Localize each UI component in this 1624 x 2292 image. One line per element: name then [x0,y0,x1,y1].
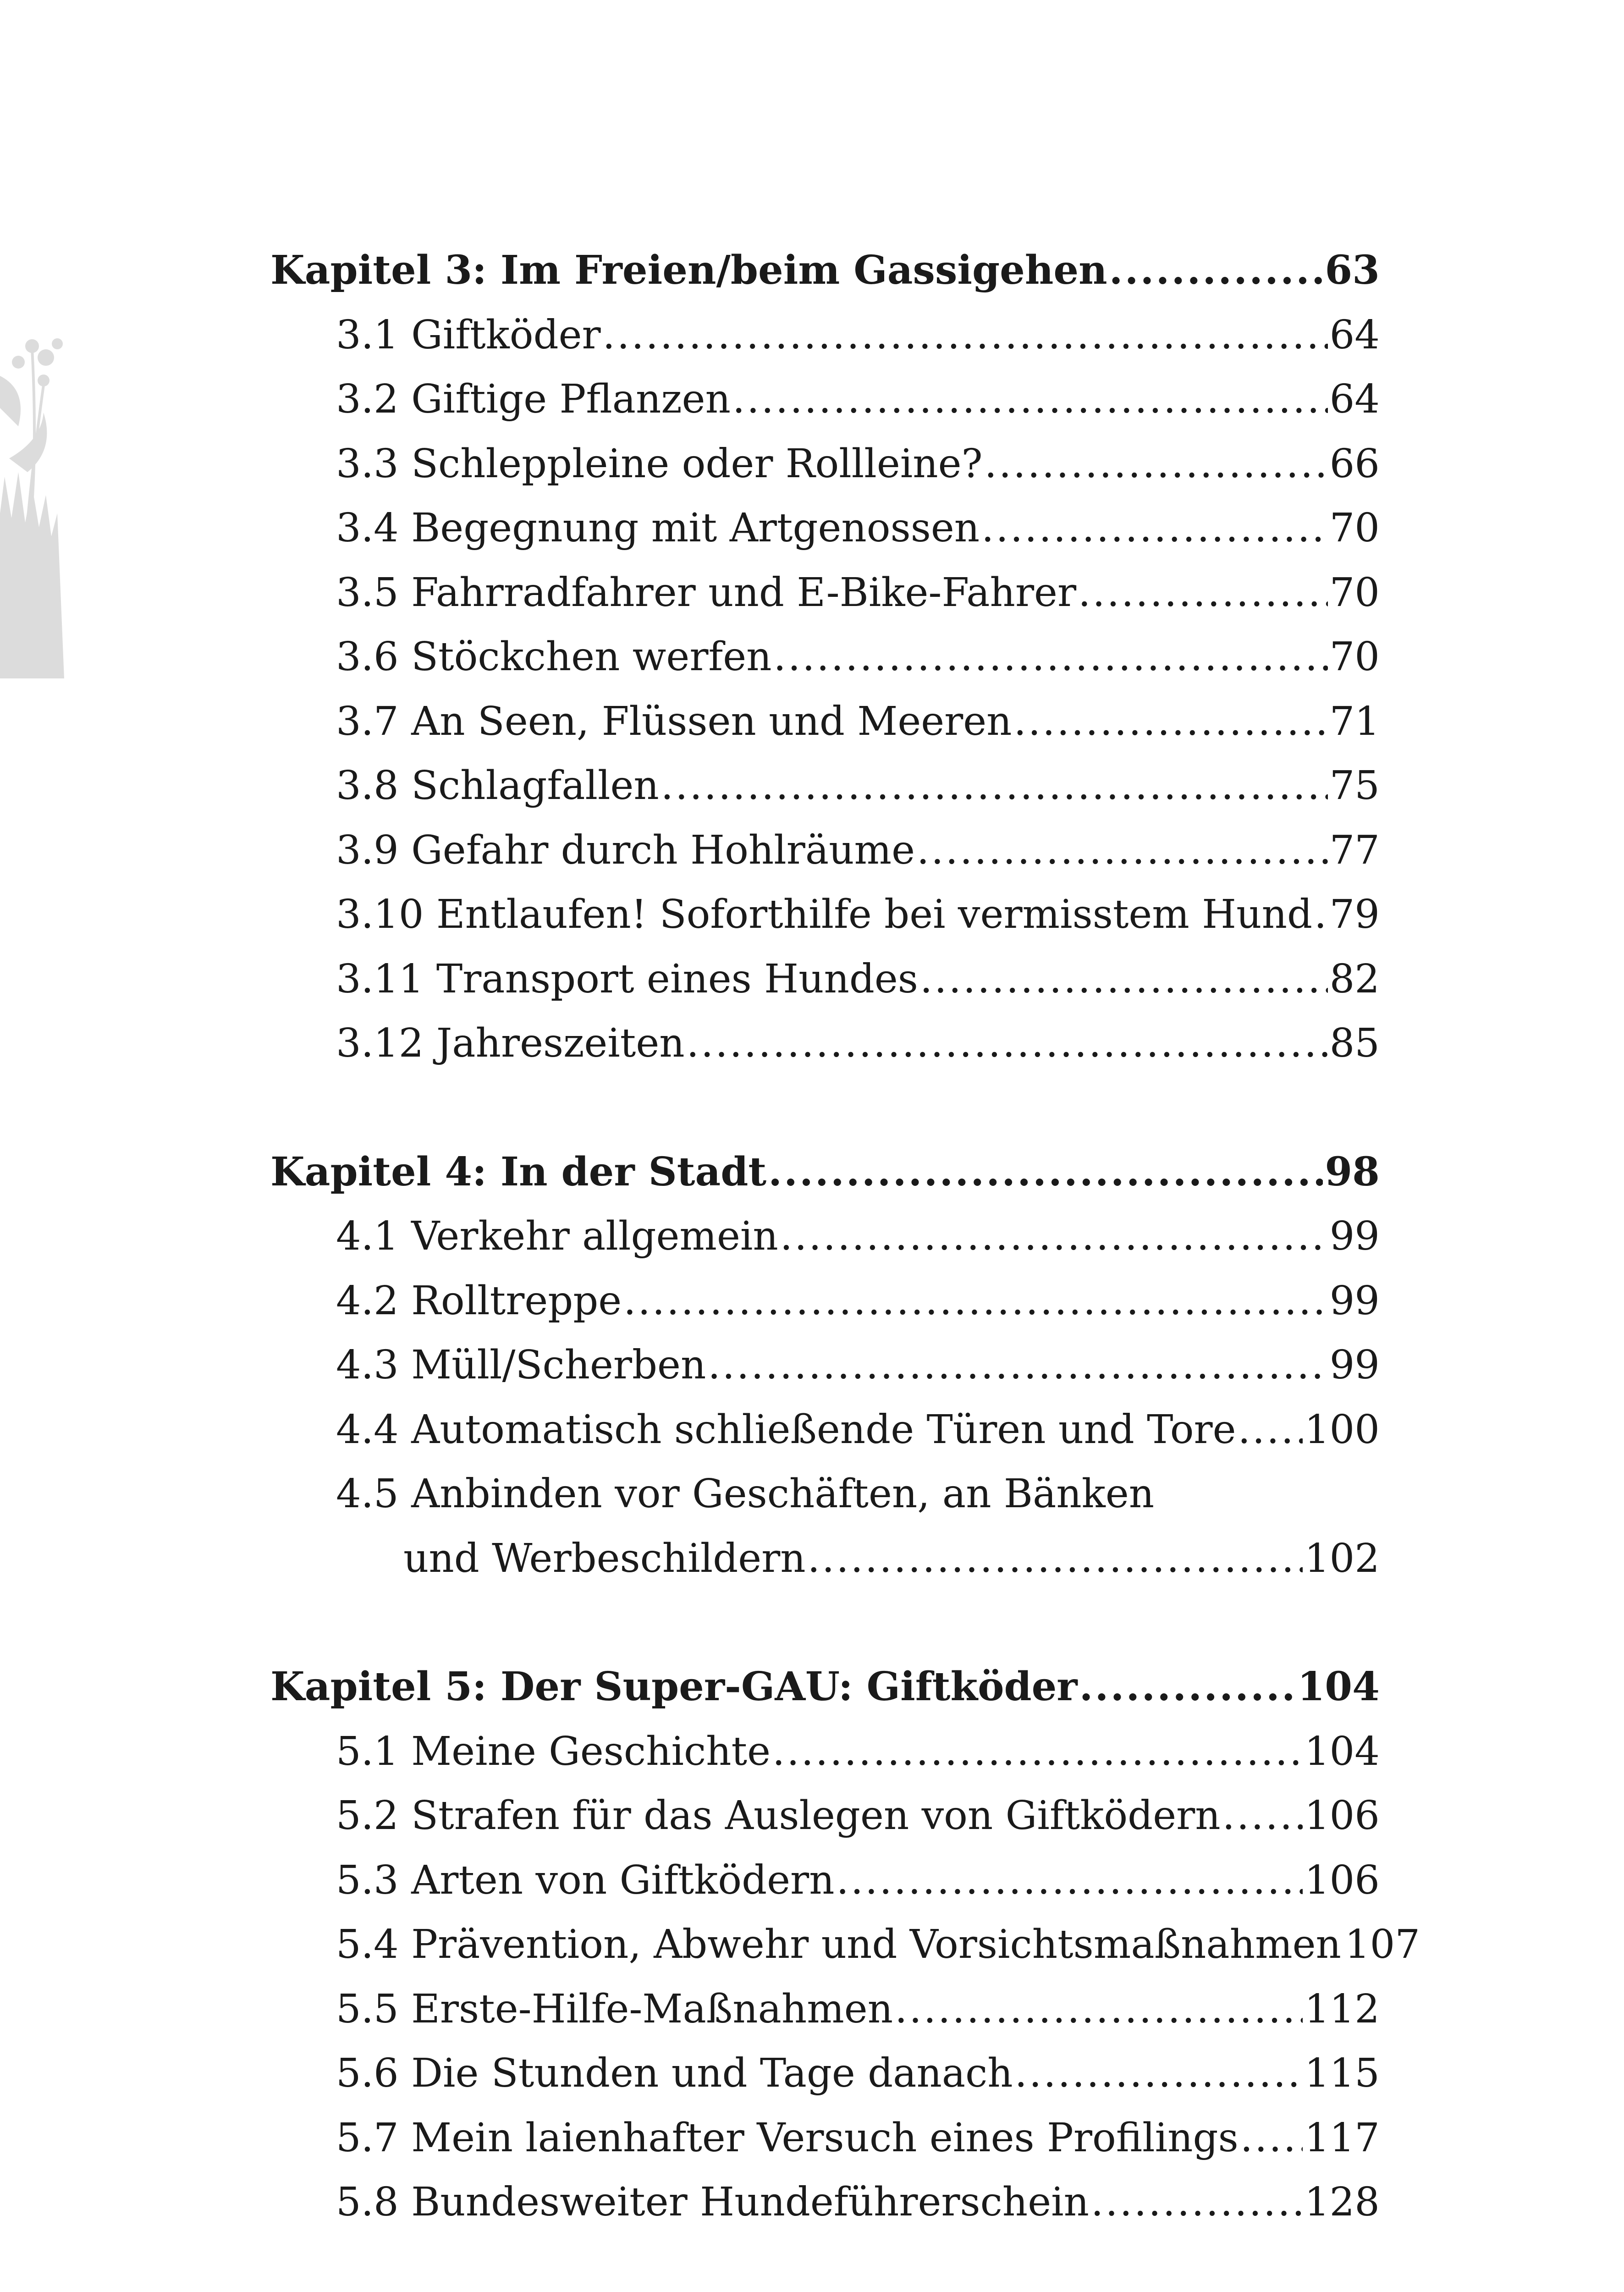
dot-leader [917,818,1328,883]
dot-leader [603,303,1328,368]
section-title: 3.1 Giftköder [336,312,601,358]
section-entry[interactable] [270,2106,1380,2171]
page-number: 117 [1304,2115,1380,2161]
section-entry[interactable] [270,1398,1380,1462]
section-title: 3.6 Stöckchen werfen [336,634,772,680]
dot-leader [1091,2170,1303,2235]
page-number: 100 [1304,1406,1380,1453]
page-number: 79 [1329,892,1380,937]
section-entry[interactable] [270,2170,1380,2235]
section-title: 3.8 Schlagfallen [336,763,659,809]
page-number: 82 [1329,956,1380,1002]
dot-leader [1015,2041,1303,2106]
section-title: 5.5 Erste-Hilfe-Maßnahmen [336,1986,893,2032]
page-number: 99 [1329,1213,1380,1259]
page-number: 70 [1329,569,1380,616]
page-number: 128 [1304,2179,1380,2225]
section-entry[interactable] [270,2041,1380,2106]
section-title: 4.1 Verkehr allgemein [336,1213,778,1259]
section-title: 3.9 Gefahr durch Hohlräume [336,827,915,873]
section-entry[interactable] [270,432,1380,496]
page-number: 106 [1304,1793,1380,1839]
dot-leader [920,947,1328,1012]
dot-leader [1078,561,1328,625]
section-entry[interactable] [270,1011,1380,1076]
section-title: 4.5 Anbinden vor Geschäften, an Bänken [336,1471,1155,1517]
dot-leader [981,496,1327,561]
chapter-title: Kapitel 5: Der Super-GAU: Giftköder [270,1664,1078,1710]
dot-leader [1314,882,1328,947]
page-number: 85 [1329,1020,1380,1066]
page-number: 104 [1304,1728,1380,1774]
section-title: 3.12 Jahreszeiten [336,1020,685,1066]
section-title: 5.3 Arten von Giftködern [336,1857,835,1903]
section-title: 3.10 Entlaufen! Soforthilfe bei vermisstem Hund [336,892,1313,937]
section-title: 5.7 Mein laienhafter Versuch eines Profilings [336,2115,1239,2161]
dot-leader [1240,2106,1303,2171]
dot-leader [837,1848,1303,1913]
page-number: 70 [1329,505,1380,551]
chapter-heading[interactable] [270,238,1380,303]
dot-leader [774,625,1328,689]
section-title: 3.11 Transport eines Hundes [336,956,918,1002]
section-entry[interactable] [270,303,1380,368]
page-number: 104 [1297,1664,1380,1710]
section-entry[interactable] [270,754,1380,818]
section-entry[interactable] [270,689,1380,754]
section-entry[interactable] [270,1719,1380,1784]
section-title: 5.1 Meine Geschichte [336,1728,771,1774]
page-number: 112 [1304,1986,1380,2032]
toc-chapter [270,238,1380,1076]
dot-leader [768,1140,1323,1205]
section-title: 3.2 Giftige Pflanzen [336,376,731,422]
section-title: 3.5 Fahrradfahrer und E-Bike-Fahrer [336,569,1077,616]
dot-leader [1238,1398,1303,1462]
dot-leader [1014,689,1328,754]
section-entry[interactable] [270,367,1380,432]
dot-leader [708,1333,1327,1398]
page-number: 77 [1329,827,1380,873]
section-entry[interactable] [270,1848,1380,1913]
chapter-title: Kapitel 4: In der Stadt [270,1148,767,1195]
plant-silhouette-icon [0,321,64,678]
page-number: 70 [1329,634,1380,680]
section-entry[interactable] [270,561,1380,625]
section-title: 4.4 Automatisch schließende Türen und Tore [336,1406,1236,1453]
page-number: 115 [1304,2050,1380,2096]
page-number: 106 [1304,1857,1380,1903]
section-title: 5.6 Die Stunden und Tage danach [336,2050,1013,2096]
dot-leader [808,1526,1303,1591]
section-title: 5.8 Bundesweiter Hundeführerschein [336,2179,1089,2225]
page-number: 102 [1304,1535,1380,1581]
toc-chapter [270,1140,1380,1591]
page-number: 98 [1325,1148,1380,1195]
page-number: 66 [1329,441,1380,487]
dot-leader [1222,1784,1303,1848]
dot-leader [1109,238,1323,303]
dot-leader [1079,1655,1296,1719]
toc-chapter [270,1655,1420,2235]
page-number: 64 [1329,376,1380,422]
page-number: 75 [1329,763,1380,809]
section-title: 5.4 Prävention, Abwehr und Vorsichtsmaßnahmen [336,1922,1341,1967]
dot-leader [772,1719,1303,1784]
section-entry[interactable] [270,1784,1380,1848]
chapter-heading[interactable] [270,1140,1380,1205]
section-title-continuation: und Werbeschildern [403,1535,806,1581]
section-entry[interactable] [270,496,1380,561]
page-number: 71 [1329,698,1380,744]
page-number: 99 [1329,1278,1380,1324]
table-of-contents [270,238,1420,2292]
section-entry[interactable] [270,818,1380,883]
dot-leader [780,1204,1328,1269]
section-entry[interactable] [270,1977,1380,2042]
section-entry[interactable] [270,1912,1420,1977]
section-title: 3.3 Schleppleine oder Rollleine? [336,441,983,487]
section-entry[interactable] [270,1462,1380,1526]
dot-leader [623,1269,1327,1333]
chapter-heading[interactable] [270,1655,1380,1719]
section-entry[interactable] [270,1333,1380,1398]
section-title: 5.2 Strafen für das Auslegen von Giftködern [336,1793,1221,1839]
section-title: 3.7 An Seen, Flüssen und Meeren [336,698,1012,744]
section-entry[interactable] [270,1204,1380,1269]
dot-leader [895,1977,1303,2042]
section-title: 3.4 Begegnung mit Artgenossen [336,505,980,551]
dot-leader [732,367,1328,432]
dot-leader [687,1011,1328,1076]
dot-leader [985,432,1328,496]
page-number: 99 [1329,1342,1380,1388]
page-number: 64 [1329,312,1380,358]
section-entry-continuation[interactable] [270,1526,1380,1591]
section-title: 4.2 Rolltreppe [336,1278,622,1324]
section-entry[interactable] [270,1269,1380,1333]
page-number: 107 [1344,1922,1420,1967]
chapter-title: Kapitel 3: Im Freien/beim Gassigehen [270,247,1107,293]
dot-leader [661,754,1328,818]
section-entry[interactable] [270,625,1380,689]
section-entry[interactable] [270,882,1380,947]
section-entry[interactable] [270,947,1380,1012]
page-number: 63 [1325,247,1380,293]
section-title: 4.3 Müll/Scherben [336,1342,706,1388]
